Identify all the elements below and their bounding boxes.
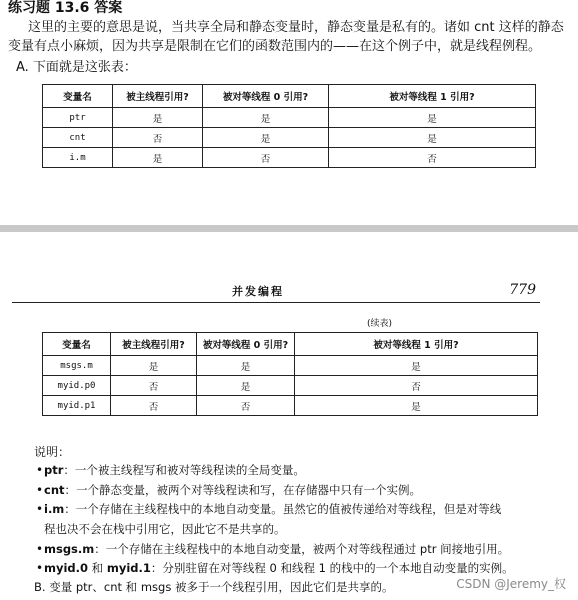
note-text: ：一个静态变量，被两个对等线程读和写，在存储器中只有一个实例。 <box>64 483 422 497</box>
table-cell: 是 <box>113 148 203 168</box>
table-header-cell: 被主线程引用? <box>113 85 203 108</box>
sharing-table-bottom <box>42 332 538 416</box>
note-text: ：一个存储在主线程栈中的本地自动变量。虽然它的值被传递给对等线程，但是对等线 <box>64 502 502 516</box>
csdn-watermark: CSDN @Jeremy_权 <box>456 577 566 591</box>
top-page-fragment <box>0 0 578 226</box>
intro-line-2: 变量有点小麻烦，因为共享是限制在它们的函数范围内的——在这个例子中，就是线程例程。 <box>8 39 542 54</box>
table-header-cell: 被对等线程 0 引用? <box>203 85 329 108</box>
table-row <box>43 376 538 396</box>
table-cell: 否 <box>113 128 203 148</box>
table-cell: 是 <box>113 108 203 128</box>
table-cell: 否 <box>329 148 536 168</box>
table-row <box>43 356 538 376</box>
table-cell-variable: myid.p1 <box>43 396 111 416</box>
running-title: 并发编程 <box>232 285 284 298</box>
running-header <box>12 284 540 303</box>
page-separator <box>0 225 578 232</box>
table-cell: 是 <box>197 356 295 376</box>
table-cell: 是 <box>295 396 538 416</box>
table-cell: 是 <box>329 108 536 128</box>
table-cell-variable: i.m <box>43 148 113 168</box>
note-key: cnt <box>44 483 65 497</box>
table-cell-variable: ptr <box>43 108 113 128</box>
bottom-page-fragment <box>0 232 578 600</box>
bullet-dot-icon: • <box>36 463 44 477</box>
table-cell: 否 <box>111 396 197 416</box>
note-key: myid.1 <box>106 561 151 575</box>
part-b-text: B. 变量 ptr、cnt 和 msgs 被多于一个线程引用，因此它们是共享的。 <box>34 580 394 594</box>
note-key: i.m <box>44 502 65 516</box>
bullet-dot-icon: • <box>36 483 44 497</box>
table-cell: 否 <box>203 148 329 168</box>
table-cell-variable: cnt <box>43 128 113 148</box>
note-text: ：一个被主线程写和被对等线程读的全局变量。 <box>63 463 305 477</box>
note-key: msgs.m <box>44 542 95 556</box>
note-text: 和 <box>88 561 107 575</box>
note-item-im-continuation <box>44 521 544 537</box>
part-a-label: A. 下面就是这张表： <box>16 60 137 75</box>
table-cell: 是 <box>295 356 538 376</box>
table-header-cell: 被对等线程 0 引用? <box>197 333 295 356</box>
note-text: 程也决不会在栈中引用它，因此它不是共享的。 <box>44 522 286 536</box>
note-item-myid <box>36 560 544 576</box>
table-header-row <box>43 333 538 356</box>
exercise-title: 练习题 13.6 答案 <box>8 0 123 16</box>
continued-label: (续表) <box>367 319 393 329</box>
intro-line-1: 这里的主要的意思是说，当共享全局和静态变量时，静态变量是私有的。诸如 cnt 这样的静态 <box>28 20 564 35</box>
table-header-cell: 变量名 <box>43 333 111 356</box>
page-number: 779 <box>509 282 536 298</box>
table-cell: 是 <box>197 376 295 396</box>
note-text: ：一个存储在主线程栈中的本地自动变量，被两个对等线程通过 ptr 间接地引用。 <box>94 542 510 556</box>
table-header-row <box>43 85 536 108</box>
table-header-cell: 被对等线程 1 引用? <box>295 333 538 356</box>
note-key: ptr <box>44 463 64 477</box>
table-cell: 否 <box>197 396 295 416</box>
bullet-dot-icon: • <box>36 561 44 575</box>
table-cell-variable: msgs.m <box>43 356 111 376</box>
table-header-cell: 被主线程引用? <box>111 333 197 356</box>
note-key: myid.0 <box>44 561 89 575</box>
table-row <box>43 108 536 128</box>
table-cell: 是 <box>203 128 329 148</box>
sharing-table-top <box>42 84 536 168</box>
note-item-ptr <box>36 462 544 478</box>
table-cell-variable: myid.p0 <box>43 376 111 396</box>
notes-heading: 说明： <box>34 445 71 459</box>
table-cell: 是 <box>111 356 197 376</box>
bullet-dot-icon: • <box>36 502 44 516</box>
table-row <box>43 396 538 416</box>
table-cell: 是 <box>329 128 536 148</box>
note-item-msgs <box>36 541 544 557</box>
note-text: ：分别驻留在对等线程 0 和线程 1 的栈中的一个本地自动变量的实例。 <box>150 561 514 575</box>
bullet-dot-icon: • <box>36 542 44 556</box>
table-header-cell: 变量名 <box>43 85 113 108</box>
note-item-im <box>36 501 544 517</box>
table-cell: 否 <box>295 376 538 396</box>
note-item-cnt <box>36 482 544 498</box>
table-cell: 否 <box>111 376 197 396</box>
table-header-cell: 被对等线程 1 引用? <box>329 85 536 108</box>
table-row <box>43 148 536 168</box>
table-cell: 是 <box>203 108 329 128</box>
table-row <box>43 128 536 148</box>
